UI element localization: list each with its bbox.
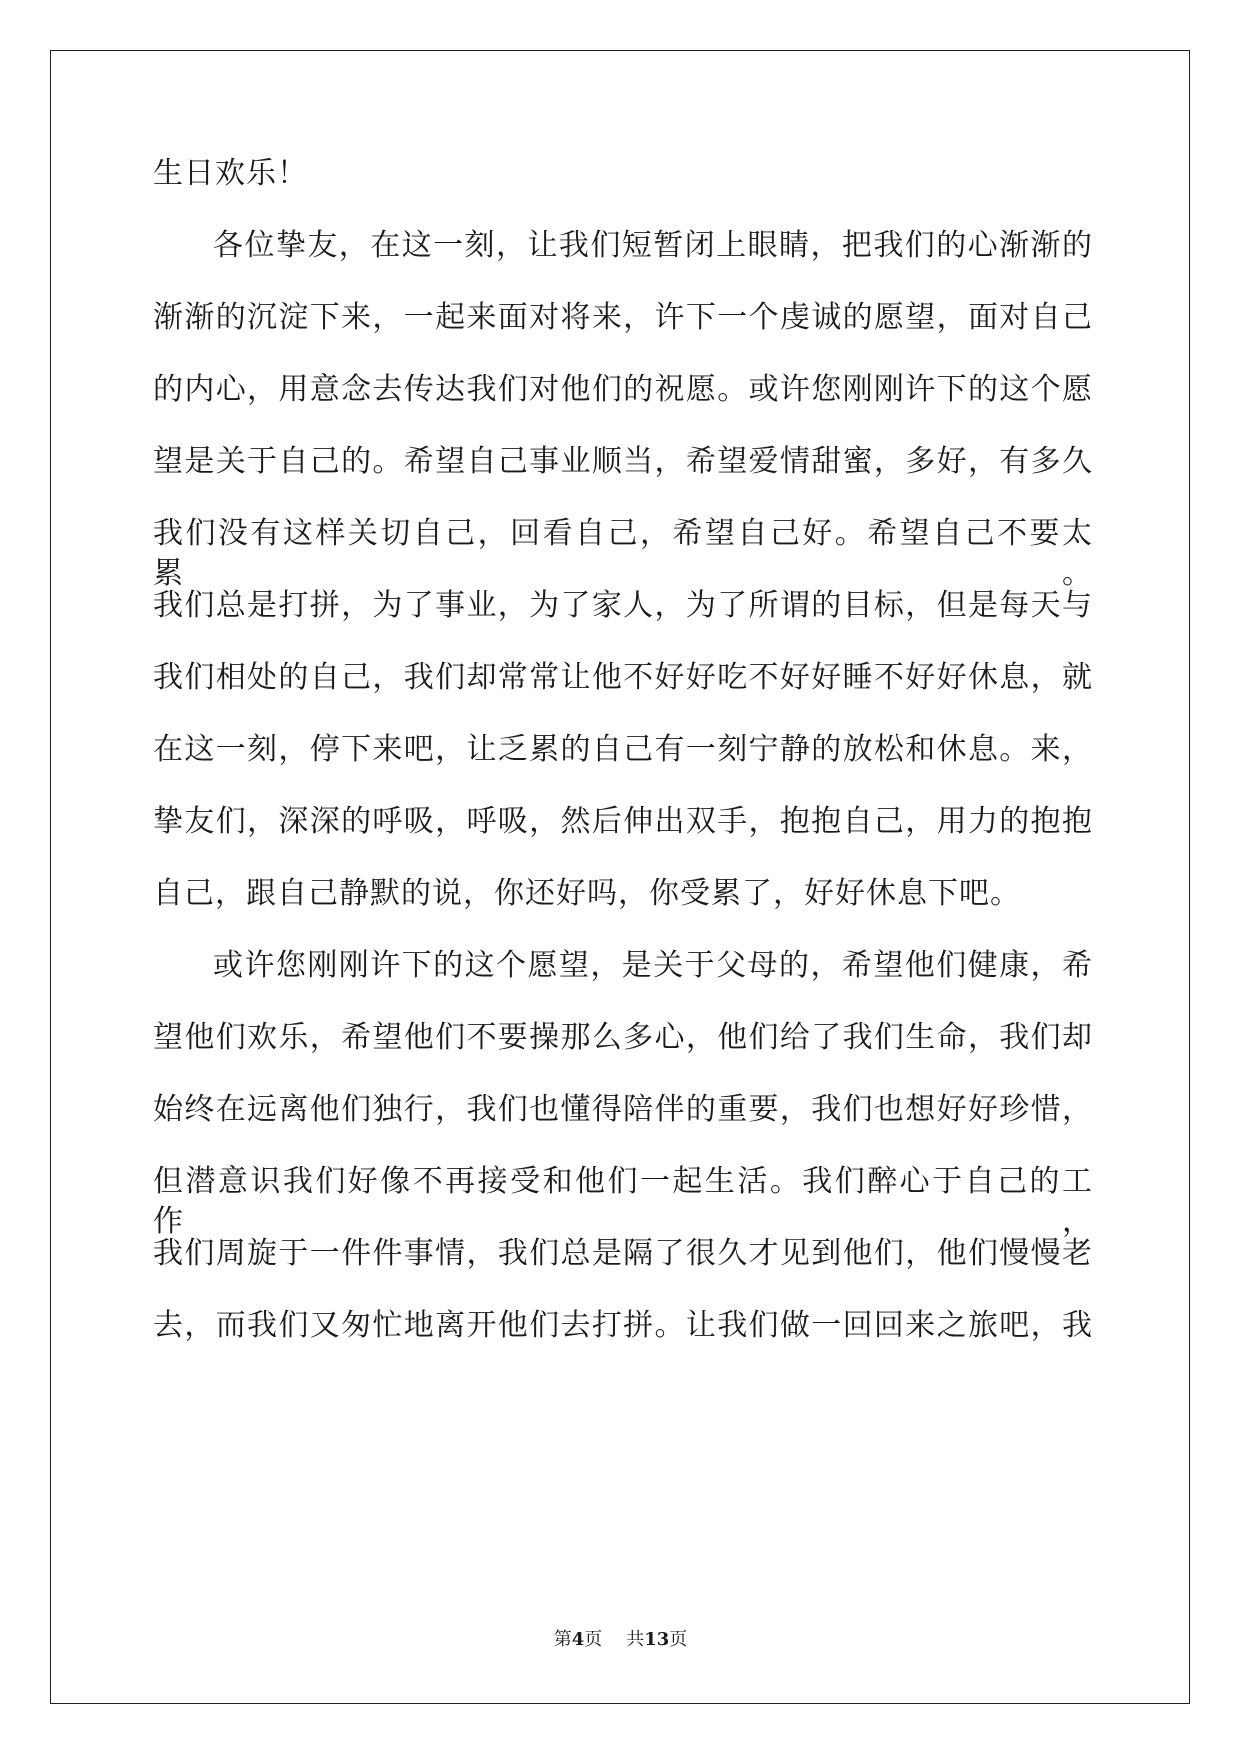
text-line-8: 我们相处的自己，我们却常常让他不好好吃不好好睡不好好休息，就 (153, 660, 1093, 695)
text-line-1: 生日欢乐！ (153, 156, 308, 191)
text-line-5: 望是关于自己的。希望自己事业顺当，希望爱情甜蜜，多好，有多久 (153, 444, 1093, 479)
text-line-16: 我们周旋于一件件事情，我们总是隔了很久才见到他们，他们慢慢老 (153, 1236, 1093, 1271)
text-line-10: 挚友们，深深的呼吸，呼吸，然后伸出双手，抱抱自己，用力的抱抱 (153, 804, 1093, 839)
page-number: 4 (571, 1629, 585, 1650)
text-line-6: 我们没有这样关切自己，回看自己，希望自己好。希望自己不要太累。 (153, 516, 1093, 591)
total-pages: 13 (644, 1629, 670, 1650)
text-line-15: 但潜意识我们好像不再接受和他们一起生活。我们醉心于自己的工作， (153, 1164, 1093, 1239)
text-line-9: 在这一刻，停下来吧，让乏累的自己有一刻宁静的放松和休息。来， (153, 732, 1093, 767)
text-line-12: 或许您刚刚许下的这个愿望，是关于父母的，希望他们健康，希 (213, 948, 1093, 983)
total-prefix: 共 (626, 1629, 645, 1650)
page-prefix: 第 (553, 1629, 572, 1650)
text-line-2: 各位挚友，在这一刻，让我们短暂闭上眼睛，把我们的心渐渐的 (213, 228, 1093, 263)
page-suffix: 页 (584, 1629, 603, 1650)
page-footer (0, 1628, 1241, 1652)
total-suffix: 页 (669, 1629, 688, 1650)
text-line-7: 我们总是打拼，为了事业，为了家人，为了所谓的目标，但是每天与 (153, 588, 1093, 623)
text-line-17: 去，而我们又匆忙地离开他们去打拼。让我们做一回回来之旅吧，我 (153, 1308, 1093, 1343)
text-line-4: 的内心，用意念去传达我们对他们的祝愿。或许您刚刚许下的这个愿 (153, 372, 1093, 407)
text-line-13: 望他们欢乐，希望他们不要操那么多心，他们给了我们生命，我们却 (153, 1020, 1093, 1055)
text-line-11: 自己，跟自己静默的说，你还好吗，你受累了，好好休息下吧。 (153, 876, 1021, 911)
text-line-3: 渐渐的沉淀下来，一起来面对将来，许下一个虔诚的愿望，面对自己 (153, 300, 1093, 335)
text-line-14: 始终在远离他们独行，我们也懂得陪伴的重要，我们也想好好珍惜， (153, 1092, 1093, 1127)
